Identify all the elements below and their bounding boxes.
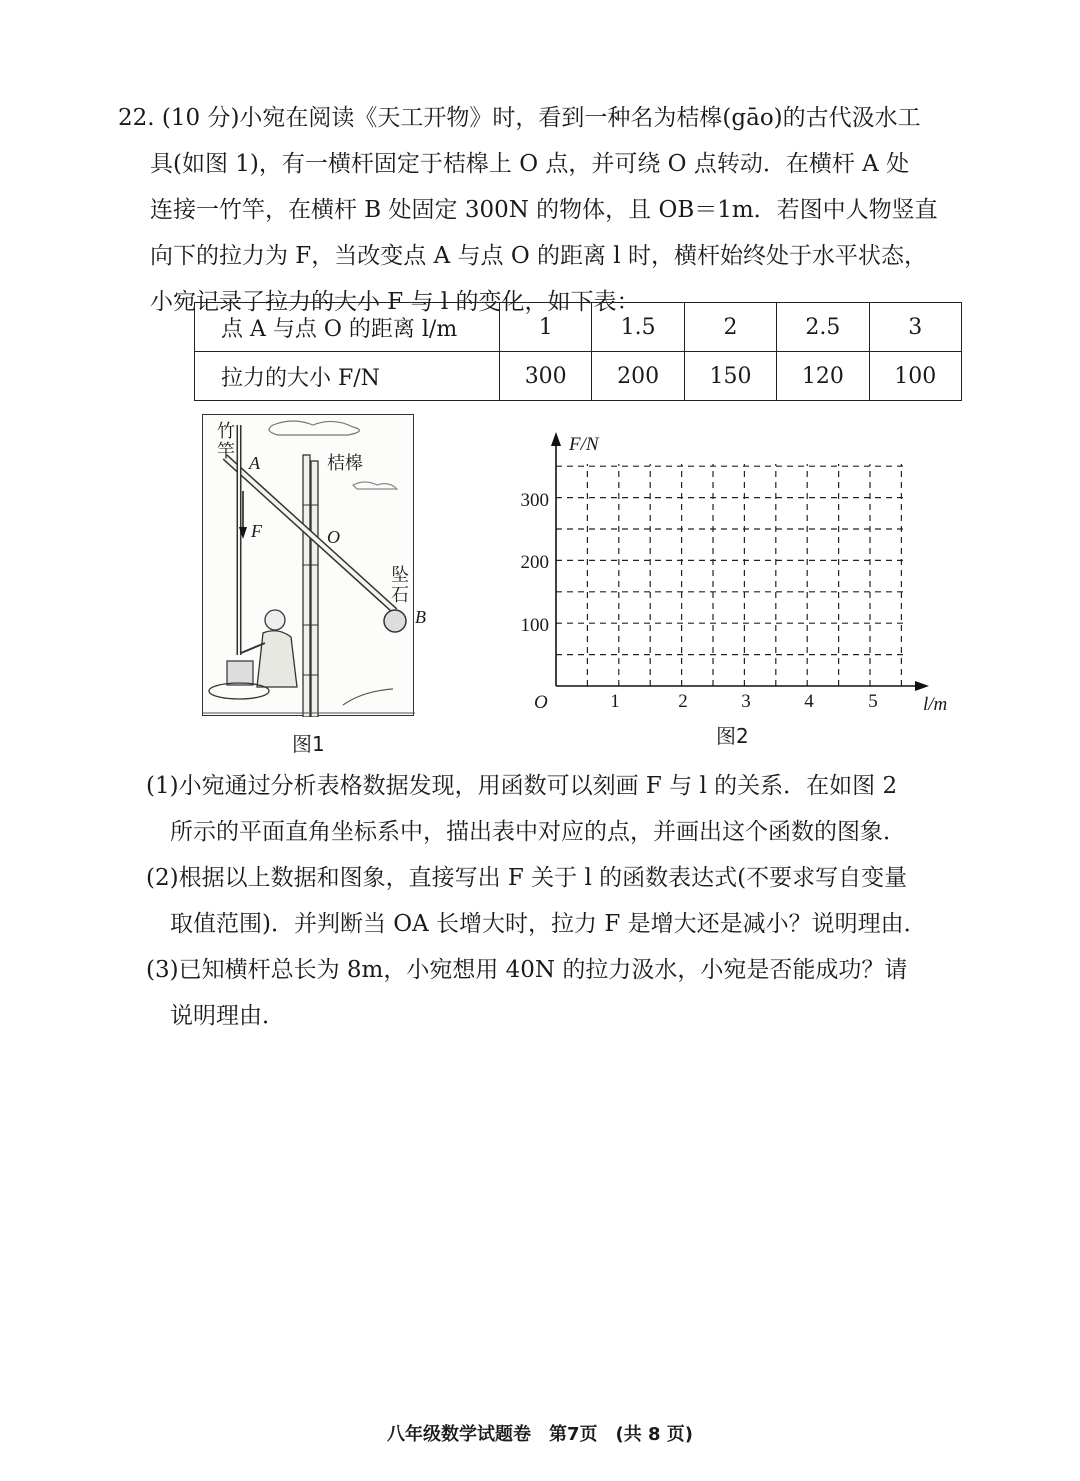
- question-stem: [118, 95, 978, 325]
- table-cell: 200: [592, 352, 684, 401]
- subquestion-line: (2)根据以上数据和图象，直接写出 F 关于 l 的函数表达式(不要求写自变量: [146, 865, 908, 891]
- table-row-force: [195, 352, 962, 401]
- label-bamboo: 竹: [217, 421, 235, 442]
- x-axis-arrow-icon: [915, 681, 929, 691]
- x-tick-label: 4: [804, 691, 814, 712]
- question-number: 22.: [118, 105, 155, 131]
- table-cell: 100: [869, 352, 961, 401]
- figure2-grid: [505, 418, 975, 718]
- question-line: 22. (10 分)小宛在阅读《天工开物》时，看到一种名为桔槔(gāo)的古代汲水工: [118, 105, 921, 131]
- y-axis-arrow-icon: [551, 432, 561, 446]
- figure2-caption: 图2: [716, 724, 749, 748]
- table-row-label: 拉力的大小 F/N: [195, 352, 500, 401]
- dashed-grid: [556, 464, 905, 686]
- question-line: 向下的拉力为 F，当改变点 A 与点 O 的距离 l 时，横杆始终处于水平状态，: [150, 243, 927, 269]
- subquestion-line: (3)已知横杆总长为 8m，小宛想用 40N 的拉力汲水，小宛是否能成功？请: [146, 957, 908, 983]
- x-tick-label: 5: [868, 691, 878, 712]
- question-line: 小宛记录了拉力的大小 F 与 l 的变化，如下表：: [150, 289, 640, 315]
- subquestion-3: [146, 947, 986, 1039]
- subquestion-line: 取值范围)．并判断当 OA 长增大时，拉力 F 是增大还是减小？说明理由．: [170, 911, 927, 937]
- subquestion-2: [146, 855, 986, 947]
- table-cell: 300: [500, 352, 592, 401]
- table-cell: 1.5: [592, 303, 684, 352]
- data-table: [194, 302, 962, 401]
- table-cell: 3: [869, 303, 961, 352]
- figure1-caption: 图1: [292, 732, 325, 756]
- subquestion-line: 说明理由．: [170, 1003, 285, 1029]
- x-tick-label: 1: [610, 691, 620, 712]
- question-line: 连接一竹竿，在横杆 B 处固定 300N 的物体，且 OB＝1m．若图中人物竖直: [150, 197, 938, 223]
- y-axis-label: F/N: [569, 434, 599, 455]
- coordinate-plane: [505, 418, 975, 718]
- subquestion-line: 所示的平面直角坐标系中，描出表中对应的点，并画出这个函数的图象．: [170, 819, 906, 845]
- table-cell: 1: [500, 303, 592, 352]
- x-tick-label: 2: [678, 691, 688, 712]
- x-tick-label: 3: [741, 691, 751, 712]
- label-stone-2: 石: [391, 585, 409, 606]
- label-bamboo-2: 竿: [217, 441, 235, 462]
- subquestion-line: (1)小宛通过分析表格数据发现，用函数可以刻画 F 与 l 的关系．在如图 2: [146, 773, 898, 799]
- table-cell: 2: [684, 303, 776, 352]
- page-footer: 八年级数学试题卷 第7页 (共 8 页): [386, 1424, 694, 1445]
- y-tick-label: 300: [520, 490, 549, 511]
- table-row-distance: [195, 303, 962, 352]
- label-point-b: B: [415, 607, 426, 627]
- label-point-a: A: [249, 453, 260, 473]
- subquestion-1: [146, 763, 986, 855]
- figure1-illustration: [202, 414, 426, 716]
- table-cell: 120: [777, 352, 869, 401]
- y-tick-label: 100: [520, 615, 549, 636]
- table-cell: 150: [684, 352, 776, 401]
- table-row-label: 点 A 与点 O 的距离 l/m: [195, 303, 500, 352]
- origin-label: O: [534, 692, 548, 713]
- label-stone: 坠: [391, 565, 409, 586]
- question-line: 具(如图 1)，有一横杆固定于桔槔上 O 点，并可绕 O 点转动．在横杆 A 处: [150, 151, 910, 177]
- y-tick-label: 200: [520, 552, 549, 573]
- x-axis-label: l/m: [923, 694, 948, 715]
- label-force-f: F: [251, 521, 262, 541]
- label-point-o: O: [327, 527, 340, 547]
- label-jiegao: 桔槔: [327, 453, 363, 474]
- table-cell: 2.5: [777, 303, 869, 352]
